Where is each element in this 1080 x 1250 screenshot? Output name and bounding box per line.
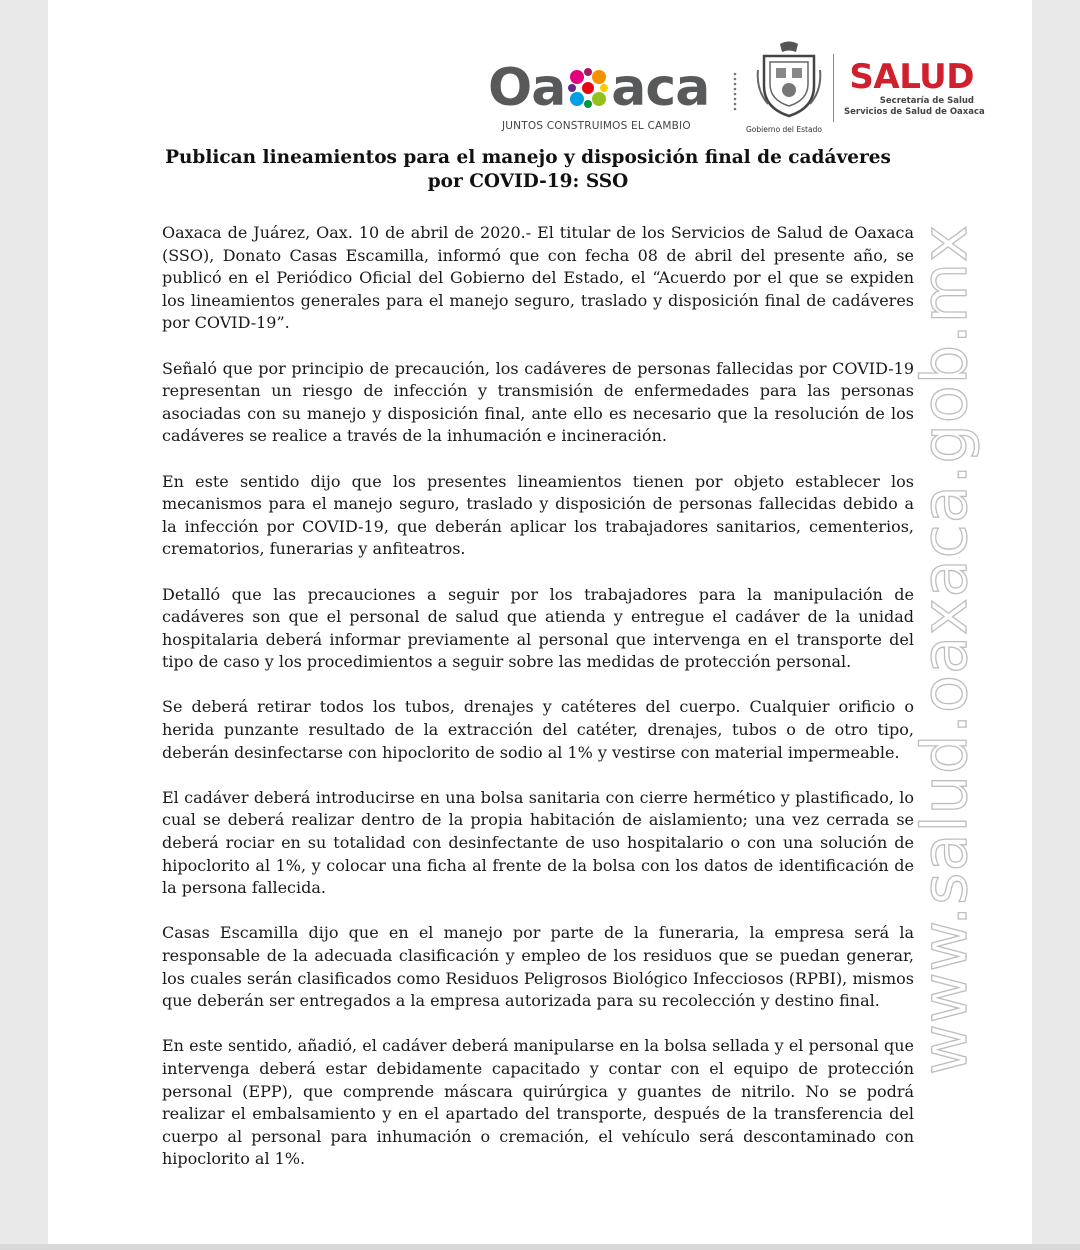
dotted-separator bbox=[733, 72, 737, 112]
salud-wordmark: SALUD bbox=[849, 57, 974, 97]
salud-subtitle-servicios: Servicios de Salud de Oaxaca bbox=[844, 107, 985, 117]
article-body bbox=[162, 222, 914, 1194]
paragraph: En este sentido dijo que los presentes lineamientos tienen por objeto establecer los mecanismos para el manejo seguro, traslado y disposición de personas fallecidas debido a la infección por COVID-19, que deberán aplicar los trabajadores sanitarios, cementerios, crematorios, funerarias y anfiteatros. bbox=[162, 471, 914, 559]
oaxaca-wordmark-end: aca bbox=[611, 58, 710, 118]
oaxaca-wordmark-start: Oa bbox=[488, 58, 566, 118]
oaxaca-x-flower-icon bbox=[566, 66, 610, 110]
paragraph: Detalló que las precauciones a seguir por los trabajadores para la manipulación de cadáveres son que el personal de salud que atienda y entregue el cadáver de la unidad hospitalaria deberá informar previamente al personal que intervenga en el transporte del tipo de caso y los procedimientos a seguir sobre las medidas de protección personal. bbox=[162, 584, 914, 672]
state-coat-of-arms-icon bbox=[756, 40, 822, 120]
oaxaca-wordmark bbox=[488, 58, 709, 118]
gobierno-label: Gobierno del Estado bbox=[746, 125, 822, 134]
paragraph: El cadáver deberá introducirse en una bolsa sanitaria con cierre hermético y plastificado, lo cual se deberá realizar dentro de la propia habitación de aislamiento; una vez cerrada se deberá rociar en su totalidad con desinfectante de uso hospitalario o con una solución de hipoclorito al 1%, y colocar una ficha al frente de la bolsa con los datos de identificación de la persona fallecida. bbox=[162, 787, 914, 898]
salud-subtitle-secretaria: Secretaría de Salud bbox=[879, 96, 974, 106]
paragraph: En este sentido, añadió, el cadáver deberá manipularse en la bolsa sellada y el personal que intervenga deberá estar debidamente capacitado y contar con el equipo de protección personal (EPP), que comprende máscara quirúrgica y guantes de nitrilo. No se podrá realizar el embalsamiento y en el apartado del transporte, después de la transferencia del cuerpo al personal para inhumación o cremación, el vehículo será descontaminado con hipoclorito al 1%. bbox=[162, 1036, 914, 1169]
paragraph: Señaló que por principio de precaución, los cadáveres de personas fallecidas por COVID-19 representan un riesgo de infección y transmisión de enfermedades para las personas asociadas con su manejo y disposición final, ante ello es necesario que la resolución de los cadáveres se realice a través de la inhumación e incineración. bbox=[162, 358, 914, 446]
paragraph: Se deberá retirar todos los tubos, drenajes y catéteres del cuerpo. Cualquier orificio o herida punzante resultado de la extracción del catéter, drenajes, tubos o de otro tipo, deberán desinfectarse con hipoclorito de sodio al 1% y vestirse con material impermeable. bbox=[162, 697, 914, 762]
paragraph: Casas Escamilla dijo que en el manejo por parte de la funeraria, la empresa será la responsable de la adecuada clasificación y empleo de los residuos que se puedan generar, los cuales serán clasificados como Residuos Peligrosos Biológico Infecciosos (RPBI), mismos que deberán ser entregados a la empresa autorizada para su recolección y destino final. bbox=[162, 923, 914, 1011]
oaxaca-slogan: JUNTOS CONSTRUIMOS EL CAMBIO bbox=[502, 120, 691, 132]
website-watermark: www.salud.oaxaca.gob.mx bbox=[908, 224, 981, 1075]
oaxaca-logo bbox=[488, 58, 728, 138]
document-page bbox=[48, 0, 1032, 1244]
document-title bbox=[148, 146, 908, 194]
title-line-1: Publican lineamientos para el manejo y disposición final de cadáveres bbox=[165, 147, 891, 168]
logo-divider bbox=[833, 54, 834, 122]
paragraph: Oaxaca de Juárez, Oax. 10 de abril de 2020.- El titular de los Servicios de Salud de Oaxaca (SSO), Donato Casas Escamilla, informó que con fecha 08 de abril del presente año, se publicó en el Periódico Oficial del Gobierno del Estado, el “Acuerdo por el que se expiden los lineamientos generales para el manejo seguro, traslado y disposición final de cadáveres por COVID-19”. bbox=[162, 223, 914, 333]
bottom-page-edge bbox=[0, 1244, 1080, 1250]
title-line-2: por COVID-19: SSO bbox=[427, 171, 629, 192]
salud-logo bbox=[844, 57, 985, 118]
